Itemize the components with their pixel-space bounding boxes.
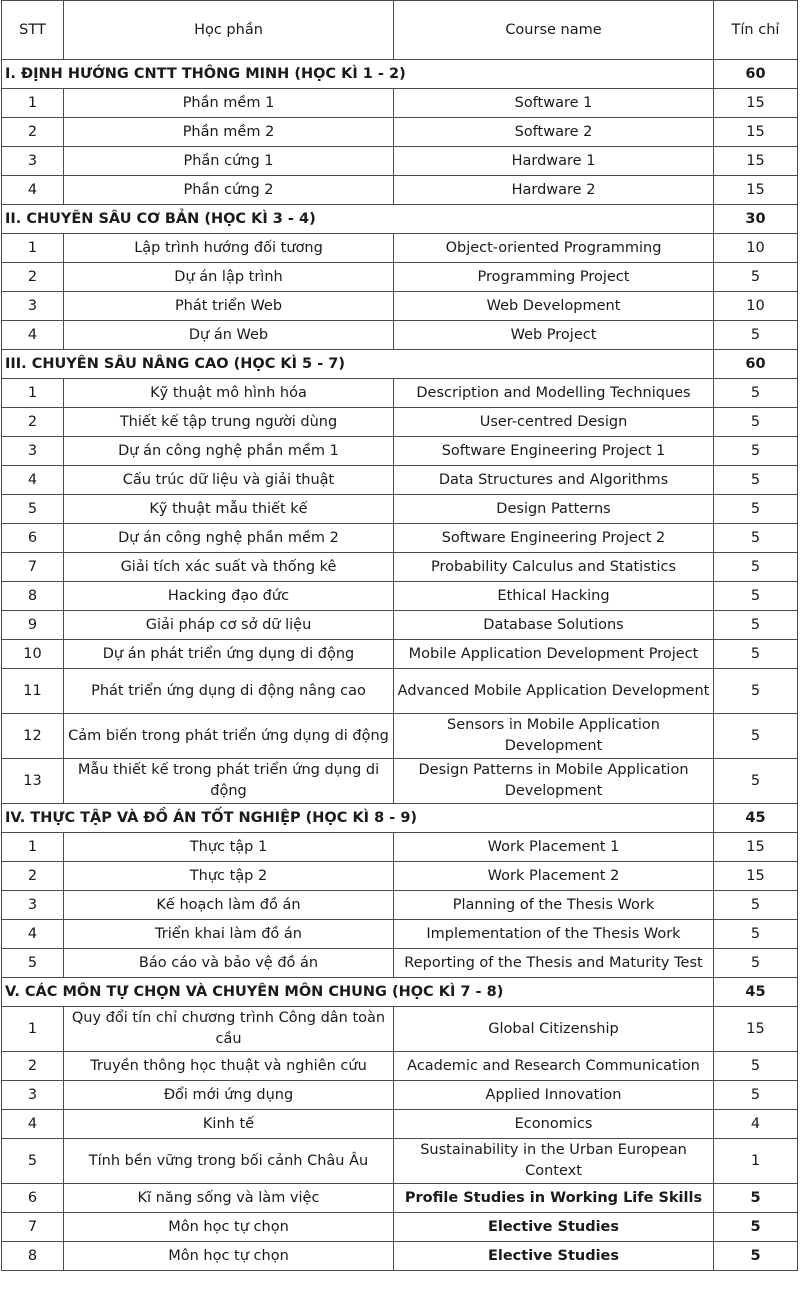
course-vi-name: Kỹ thuật mô hình hóa bbox=[64, 379, 394, 408]
section-title: II. CHUYÊN SÂU CƠ BẢN (HỌC KÌ 3 - 4) bbox=[2, 205, 714, 234]
course-vi-name: Thực tập 2 bbox=[64, 862, 394, 891]
course-en-name: Reporting of the Thesis and Maturity Test bbox=[394, 949, 714, 978]
course-credits: 5 bbox=[714, 263, 798, 292]
section-row bbox=[2, 804, 798, 833]
course-credits: 10 bbox=[714, 234, 798, 263]
course-en-name: Sensors in Mobile Application Development bbox=[394, 714, 714, 759]
course-en-name: Software Engineering Project 2 bbox=[394, 524, 714, 553]
course-stt: 4 bbox=[2, 321, 64, 350]
course-en-name: Programming Project bbox=[394, 263, 714, 292]
course-vi-name: Phần cứng 1 bbox=[64, 147, 394, 176]
course-vi-name: Phát triển ứng dụng di động nâng cao bbox=[64, 669, 394, 714]
course-row bbox=[2, 640, 798, 669]
table-body bbox=[2, 60, 798, 1271]
course-vi-name: Giải tích xác suất và thống kê bbox=[64, 553, 394, 582]
course-en-name: Profile Studies in Working Life Skills bbox=[394, 1184, 714, 1213]
section-row bbox=[2, 978, 798, 1007]
course-en-name: Web Project bbox=[394, 321, 714, 350]
course-stt: 6 bbox=[2, 524, 64, 553]
course-vi-name: Tính bền vững trong bối cảnh Châu Âu bbox=[64, 1139, 394, 1184]
header-row bbox=[2, 1, 798, 60]
course-row bbox=[2, 118, 798, 147]
course-row bbox=[2, 1184, 798, 1213]
course-en-name: Implementation of the Thesis Work bbox=[394, 920, 714, 949]
course-row bbox=[2, 495, 798, 524]
course-credits: 4 bbox=[714, 1110, 798, 1139]
section-credits: 45 bbox=[714, 804, 798, 833]
course-en-name: Software 1 bbox=[394, 89, 714, 118]
course-credits: 1 bbox=[714, 1139, 798, 1184]
course-row bbox=[2, 89, 798, 118]
section-row bbox=[2, 60, 798, 89]
course-vi-name: Cảm biến trong phát triển ứng dụng di động bbox=[64, 714, 394, 759]
course-row bbox=[2, 1007, 798, 1052]
course-credits: 5 bbox=[714, 524, 798, 553]
course-vi-name: Kĩ năng sống và làm việc bbox=[64, 1184, 394, 1213]
course-stt: 7 bbox=[2, 1213, 64, 1242]
course-row bbox=[2, 1242, 798, 1271]
course-vi-name: Giải pháp cơ sở dữ liệu bbox=[64, 611, 394, 640]
course-credits: 10 bbox=[714, 292, 798, 321]
section-title: I. ĐỊNH HƯỚNG CNTT THÔNG MINH (HỌC KÌ 1 - 2) bbox=[2, 60, 714, 89]
section-title: V. CÁC MÔN TỰ CHỌN VÀ CHUYÊN MÔN CHUNG (HỌC KÌ 7 - 8) bbox=[2, 978, 714, 1007]
course-vi-name: Phần mềm 2 bbox=[64, 118, 394, 147]
course-vi-name: Thiết kế tập trung người dùng bbox=[64, 408, 394, 437]
course-vi-name: Triển khai làm đồ án bbox=[64, 920, 394, 949]
course-vi-name: Môn học tự chọn bbox=[64, 1213, 394, 1242]
course-credits: 5 bbox=[714, 321, 798, 350]
course-row bbox=[2, 949, 798, 978]
section-row bbox=[2, 205, 798, 234]
course-credits: 15 bbox=[714, 176, 798, 205]
course-stt: 1 bbox=[2, 833, 64, 862]
course-en-name: Elective Studies bbox=[394, 1242, 714, 1271]
course-credits: 5 bbox=[714, 891, 798, 920]
course-stt: 5 bbox=[2, 949, 64, 978]
course-stt: 2 bbox=[2, 862, 64, 891]
course-credits: 5 bbox=[714, 466, 798, 495]
course-stt: 5 bbox=[2, 495, 64, 524]
course-vi-name: Phần mềm 1 bbox=[64, 89, 394, 118]
course-stt: 11 bbox=[2, 669, 64, 714]
course-en-name: Software 2 bbox=[394, 118, 714, 147]
course-row bbox=[2, 524, 798, 553]
course-vi-name: Lập trình hướng đối tương bbox=[64, 234, 394, 263]
course-row bbox=[2, 408, 798, 437]
course-vi-name: Kỹ thuật mẫu thiết kế bbox=[64, 495, 394, 524]
course-row bbox=[2, 1110, 798, 1139]
course-stt: 4 bbox=[2, 920, 64, 949]
course-credits: 5 bbox=[714, 640, 798, 669]
course-vi-name: Quy đổi tín chỉ chương trình Công dân toàn cầu bbox=[64, 1007, 394, 1052]
course-vi-name: Báo cáo và bảo vệ đồ án bbox=[64, 949, 394, 978]
course-stt: 2 bbox=[2, 118, 64, 147]
course-row bbox=[2, 292, 798, 321]
course-vi-name: Truyền thông học thuật và nghiên cứu bbox=[64, 1052, 394, 1081]
course-stt: 1 bbox=[2, 1007, 64, 1052]
course-en-name: Object-oriented Programming bbox=[394, 234, 714, 263]
course-credits: 5 bbox=[714, 669, 798, 714]
course-credits: 5 bbox=[714, 1052, 798, 1081]
course-stt: 6 bbox=[2, 1184, 64, 1213]
course-stt: 3 bbox=[2, 891, 64, 920]
course-vi-name: Kế hoạch làm đồ án bbox=[64, 891, 394, 920]
course-credits: 5 bbox=[714, 1213, 798, 1242]
course-row bbox=[2, 1081, 798, 1110]
course-en-name: Mobile Application Development Project bbox=[394, 640, 714, 669]
section-credits: 60 bbox=[714, 60, 798, 89]
section-credits: 45 bbox=[714, 978, 798, 1007]
course-stt: 5 bbox=[2, 1139, 64, 1184]
course-credits: 5 bbox=[714, 611, 798, 640]
course-credits: 5 bbox=[714, 495, 798, 524]
course-row bbox=[2, 437, 798, 466]
course-stt: 8 bbox=[2, 582, 64, 611]
course-vi-name: Đổi mới ứng dụng bbox=[64, 1081, 394, 1110]
course-stt: 10 bbox=[2, 640, 64, 669]
course-row bbox=[2, 321, 798, 350]
course-en-name: Hardware 2 bbox=[394, 176, 714, 205]
course-en-name: Hardware 1 bbox=[394, 147, 714, 176]
course-stt: 9 bbox=[2, 611, 64, 640]
course-vi-name: Môn học tự chọn bbox=[64, 1242, 394, 1271]
course-credits: 15 bbox=[714, 833, 798, 862]
course-row bbox=[2, 1213, 798, 1242]
course-credits: 15 bbox=[714, 118, 798, 147]
section-title: III. CHUYÊN SÂU NÂNG CAO (HỌC KÌ 5 - 7) bbox=[2, 350, 714, 379]
course-credits: 5 bbox=[714, 1081, 798, 1110]
course-credits: 5 bbox=[714, 949, 798, 978]
course-row bbox=[2, 1139, 798, 1184]
course-stt: 3 bbox=[2, 292, 64, 321]
course-row bbox=[2, 176, 798, 205]
course-vi-name: Phát triển Web bbox=[64, 292, 394, 321]
course-en-name: Work Placement 1 bbox=[394, 833, 714, 862]
course-stt: 12 bbox=[2, 714, 64, 759]
course-vi-name: Dự án Web bbox=[64, 321, 394, 350]
course-en-name: Data Structures and Algorithms bbox=[394, 466, 714, 495]
course-row bbox=[2, 891, 798, 920]
course-vi-name: Phần cứng 2 bbox=[64, 176, 394, 205]
course-stt: 3 bbox=[2, 437, 64, 466]
course-stt: 1 bbox=[2, 379, 64, 408]
course-row bbox=[2, 466, 798, 495]
course-row bbox=[2, 862, 798, 891]
course-stt: 4 bbox=[2, 1110, 64, 1139]
course-row bbox=[2, 263, 798, 292]
course-credits: 15 bbox=[714, 89, 798, 118]
course-credits: 5 bbox=[714, 582, 798, 611]
course-en-name: Elective Studies bbox=[394, 1213, 714, 1242]
course-credits: 5 bbox=[714, 759, 798, 804]
course-vi-name: Thực tập 1 bbox=[64, 833, 394, 862]
course-row bbox=[2, 147, 798, 176]
header-hoc-phan: Học phần bbox=[64, 1, 394, 60]
course-row bbox=[2, 1052, 798, 1081]
course-en-name: Design Patterns bbox=[394, 495, 714, 524]
header-stt: STT bbox=[2, 1, 64, 60]
course-en-name: Advanced Mobile Application Development bbox=[394, 669, 714, 714]
course-vi-name: Dự án phát triển ứng dụng di động bbox=[64, 640, 394, 669]
course-stt: 7 bbox=[2, 553, 64, 582]
course-credits: 5 bbox=[714, 920, 798, 949]
course-en-name: Probability Calculus and Statistics bbox=[394, 553, 714, 582]
course-stt: 13 bbox=[2, 759, 64, 804]
course-stt: 3 bbox=[2, 147, 64, 176]
course-en-name: Database Solutions bbox=[394, 611, 714, 640]
curriculum-table bbox=[1, 0, 798, 1271]
course-vi-name: Mẫu thiết kế trong phát triển ứng dụng di động bbox=[64, 759, 394, 804]
course-stt: 1 bbox=[2, 89, 64, 118]
section-title: IV. THỰC TẬP VÀ ĐỒ ÁN TỐT NGHIỆP (HỌC KÌ 8 - 9) bbox=[2, 804, 714, 833]
course-vi-name: Cấu trúc dữ liệu và giải thuật bbox=[64, 466, 394, 495]
course-credits: 5 bbox=[714, 379, 798, 408]
course-vi-name: Kinh tế bbox=[64, 1110, 394, 1139]
course-credits: 5 bbox=[714, 437, 798, 466]
course-en-name: Ethical Hacking bbox=[394, 582, 714, 611]
course-en-name: Software Engineering Project 1 bbox=[394, 437, 714, 466]
course-stt: 2 bbox=[2, 1052, 64, 1081]
course-stt: 3 bbox=[2, 1081, 64, 1110]
course-credits: 5 bbox=[714, 1184, 798, 1213]
course-stt: 2 bbox=[2, 263, 64, 292]
course-stt: 2 bbox=[2, 408, 64, 437]
course-vi-name: Hacking đạo đức bbox=[64, 582, 394, 611]
course-vi-name: Dự án công nghệ phần mềm 2 bbox=[64, 524, 394, 553]
course-en-name: Sustainability in the Urban European Context bbox=[394, 1139, 714, 1184]
course-en-name: Applied Innovation bbox=[394, 1081, 714, 1110]
course-stt: 4 bbox=[2, 176, 64, 205]
course-en-name: Web Development bbox=[394, 292, 714, 321]
course-stt: 4 bbox=[2, 466, 64, 495]
course-en-name: Design Patterns in Mobile Application Development bbox=[394, 759, 714, 804]
course-row bbox=[2, 582, 798, 611]
course-credits: 5 bbox=[714, 408, 798, 437]
section-credits: 60 bbox=[714, 350, 798, 379]
section-credits: 30 bbox=[714, 205, 798, 234]
course-en-name: User-centred Design bbox=[394, 408, 714, 437]
course-en-name: Global Citizenship bbox=[394, 1007, 714, 1052]
course-credits: 15 bbox=[714, 862, 798, 891]
course-row bbox=[2, 611, 798, 640]
header-tin-chi: Tín chỉ bbox=[714, 1, 798, 60]
course-en-name: Economics bbox=[394, 1110, 714, 1139]
course-row bbox=[2, 714, 798, 759]
course-stt: 8 bbox=[2, 1242, 64, 1271]
course-en-name: Academic and Research Communication bbox=[394, 1052, 714, 1081]
course-row bbox=[2, 920, 798, 949]
course-credits: 5 bbox=[714, 1242, 798, 1271]
header-course-name: Course name bbox=[394, 1, 714, 60]
course-stt: 1 bbox=[2, 234, 64, 263]
course-credits: 15 bbox=[714, 1007, 798, 1052]
course-credits: 5 bbox=[714, 714, 798, 759]
course-en-name: Planning of the Thesis Work bbox=[394, 891, 714, 920]
course-row bbox=[2, 234, 798, 263]
course-credits: 5 bbox=[714, 553, 798, 582]
course-en-name: Work Placement 2 bbox=[394, 862, 714, 891]
course-row bbox=[2, 379, 798, 408]
course-credits: 15 bbox=[714, 147, 798, 176]
course-vi-name: Dự án công nghệ phần mềm 1 bbox=[64, 437, 394, 466]
course-row bbox=[2, 833, 798, 862]
course-row bbox=[2, 553, 798, 582]
course-en-name: Description and Modelling Techniques bbox=[394, 379, 714, 408]
course-vi-name: Dự án lập trình bbox=[64, 263, 394, 292]
course-row bbox=[2, 759, 798, 804]
course-row bbox=[2, 669, 798, 714]
section-row bbox=[2, 350, 798, 379]
